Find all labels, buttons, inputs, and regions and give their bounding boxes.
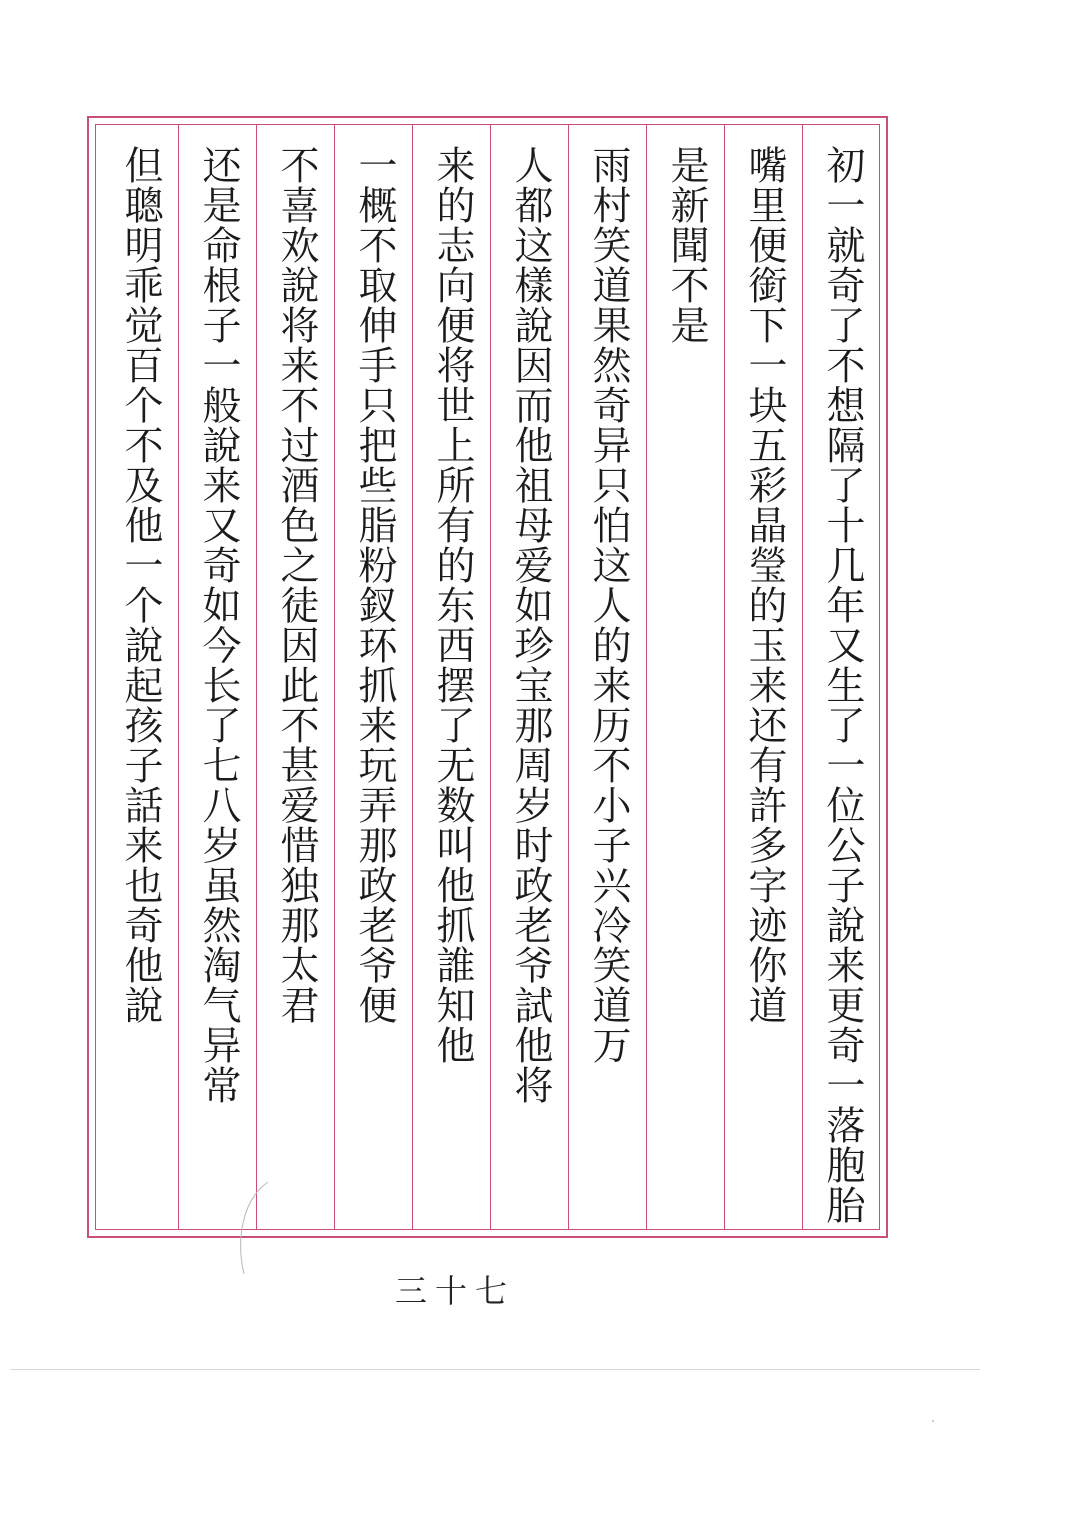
text-column-1: 初一就奇了不想隔了十几年又生了一位公子說来更奇一落胞胎 [820, 145, 865, 1225]
text-column-6: 来的志向便将世上所有的东西摆了无数叫他抓誰知他 [430, 145, 475, 1065]
text-column-4: 雨村笑道果然奇异只怕这人的来历不小子兴冷笑道万 [586, 145, 631, 1065]
text-column-8: 不喜欢說将来不过酒色之徒因此不甚爱惜独那太君 [274, 145, 319, 1025]
text-column-3: 是新聞不是 [664, 145, 709, 345]
text-column-5: 人都这樣說因而他祖母爱如珍宝那周岁时政老爷試他将 [508, 145, 553, 1105]
scan-edge-line [10, 1369, 980, 1370]
pencil-mark [232, 1180, 272, 1276]
text-column-7: 一概不取伸手只把些脂粉釵环抓来玩弄那政老爷便 [352, 145, 397, 1025]
text-column-2: 嘴里便銜下一块五彩晶瑩的玉来还有許多字迹你道 [742, 145, 787, 1025]
page-number: 三十七 [395, 1272, 516, 1310]
scan-speck [932, 1420, 934, 1422]
text-column-10: 但聰明乖觉百个不及他一个說起孩子話来也奇他說 [118, 145, 163, 1025]
text-column-9: 还是命根子一般說来又奇如今长了七八岁虽然淘气异常 [196, 145, 241, 1105]
